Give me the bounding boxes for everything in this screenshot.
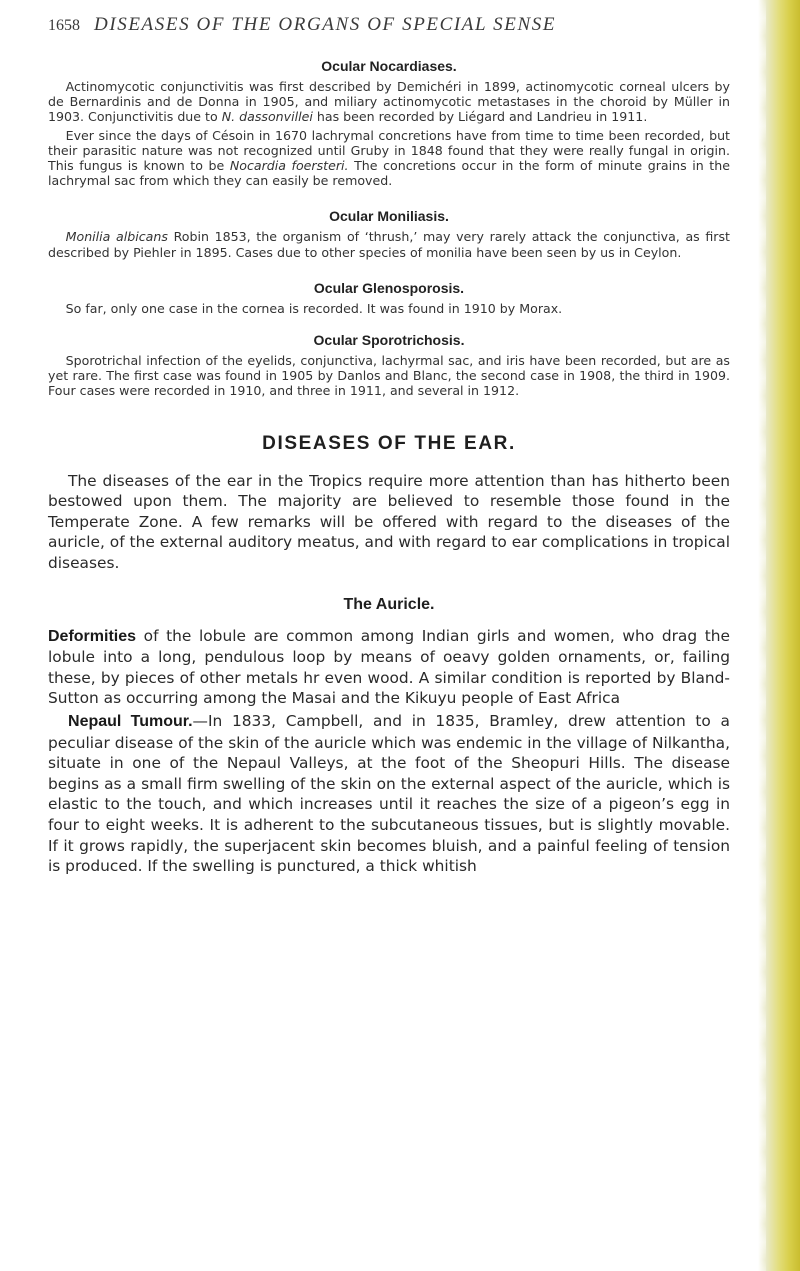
paragraph-nepaul-tumour	[48, 711, 730, 877]
heading-ocular-moniliasis: Ocular Moniliasis.	[329, 208, 449, 225]
text-run: Actinomycotic conjunctivitis was first described by Demichéri in 1899, actinomycotic corneal ulcers by de Bernardinis and de Donna in 1905, and miliary actinomycotic metastases in the choroid by Müller in 1903. Conjunctivitis due to	[48, 79, 730, 125]
page-number: 1658	[48, 17, 80, 34]
text-run: —In 1833, Campbell, and in 1835, Bramley, drew attention to a peculiar disease of the skin of the auricle which was endemic in the village of Nilkantha, situate in one of the Nepaul Valleys, at the foot of the Sheopuri Hills. The disease begins as a small firm swelling of the skin on the external aspect of the auricle, which is elastic to the touch, and which increases until it reaches the size of a pigeon’s egg in four to eight weeks. It is adherent to the subcutaneous tissues, but is slightly movable. If it grows rapidly, the superjacent skin becomes bluish, and a painful feeling of tension is produced. If the swelling is punctured, a thick whitish	[48, 711, 730, 876]
text-run: of the lobule are common among Indian girls and women, who drag the lobule into a long, pendulous loop by means of oeavy golden ornaments, or, failing these, by pieces of other metals hr even wood. A similar condition is reported by Bland-Sutton as occurring among the Masai and the Kikuyu people of East Africa	[48, 626, 730, 708]
paragraph-moniliasis	[48, 229, 730, 259]
text-run: has been recorded by Liégard and Landrieu in 1911.	[316, 109, 648, 125]
text-run: Ever since the days of Césoin in 1670 lachrymal concretions have from time to time been recorded, but their parasitic nature was not recognized until Gruby in 1848 found that they were really fungal in origin. This fungus is known to be	[48, 127, 730, 174]
text-run: Robin 1853, the organism of ‘thrush,’ may very rarely attack the conjunctiva, as first described by Piehler in 1895. Cases due to other species of monilia have been seen by us in Ceylon.	[48, 229, 730, 260]
heading-ocular-nocardiases: Ocular Nocardiases.	[321, 58, 457, 74]
runin-heading-nepaul-tumour: Nepaul Tumour.	[68, 712, 193, 730]
paragraph-sporotrichosis: Sporotrichal infection of the eyelids, conjunctiva, lachyrmal sac, and iris have been recorded, but are as yet rare. The first case was found in 1905 by Danlos and Blanc, the second case in 1908, the third in 1909. Four cases were recorded in 1910, and three in 1911, and several in 1912.	[48, 353, 730, 399]
heading-ocular-sporotrichosis: Ocular Sporotrichosis.	[313, 332, 465, 349]
runin-heading-deformities: Deformities	[48, 627, 137, 645]
text-run: The concretions occur in the form of minute grains in the lachrymal sac from which they can easily be removed.	[48, 158, 730, 189]
species-name: Monilia albicans	[65, 229, 168, 245]
paragraph-ear-intro: The diseases of the ear in the Tropics require more attention than has hitherto been bestowed upon them. The majority are believed to resemble those found in the Temperate Zone. A few remarks will be offered with regard to the diseases of the auricle, of the external auditory meatus, and with regard to ear complications in tropical diseases.	[48, 471, 730, 573]
running-title: DISEASES OF THE ORGANS OF SPECIAL SENSE	[94, 14, 557, 35]
paragraph-nocardiases-2	[48, 128, 730, 189]
species-name: Nocardia foersteri.	[229, 158, 349, 174]
paragraph-deformities	[48, 626, 730, 709]
heading-the-auricle: The Auricle.	[343, 595, 435, 613]
running-header	[48, 14, 730, 36]
paragraph-glenosporosis: So far, only one case in the cornea is recorded. It was found in 1910 by Morax.	[65, 300, 563, 316]
heading-ocular-glenosporosis: Ocular Glenosporosis.	[313, 279, 465, 296]
paragraph-nocardiases-1	[48, 79, 730, 125]
book-page	[48, 14, 730, 877]
species-name: N. dassonvillei	[221, 109, 313, 125]
page-edge-strip	[758, 0, 800, 1271]
heading-diseases-of-the-ear: DISEASES OF THE EAR.	[262, 432, 516, 454]
